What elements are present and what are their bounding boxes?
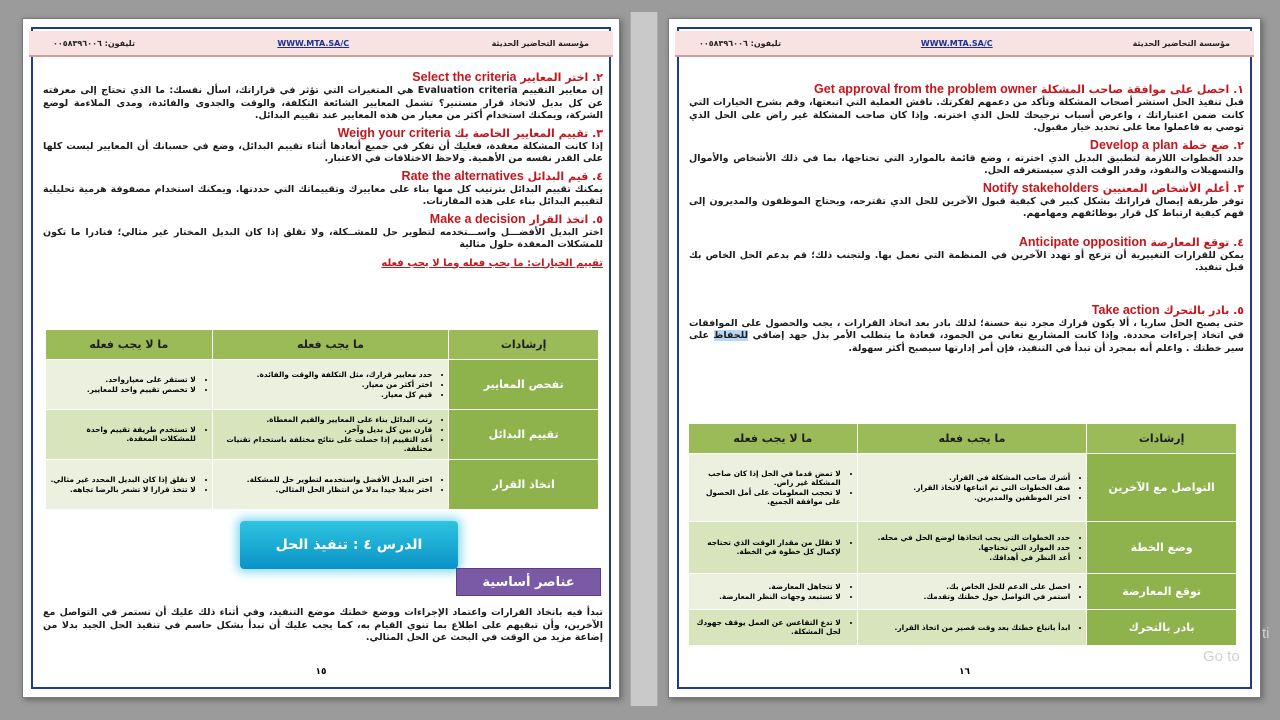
essentials-text: تبدأ فيه باتخاذ القرارات واعتماد الإجراءات ووضع خطتك موضع التنفيذ، وفي أثناء ذلك عليك أن تستمر في التواصل مع الآخرين، وأن تبقيهم على اطلاع بما تنوي القيام به، كما يجب عليك أن تبدأ بشكل حاسم في تنفيذ الحل الجيد بدلا من إضاعة مزيد من الوقت في البحث عن الحل المثالي. (43, 607, 603, 643)
page-15-body (43, 67, 603, 269)
do-cell: • حدد الخطوات التي يجب اتخاذها لوضع الحل في محله. • حدد الموارد التي تحتاجها. • أعد النظر في أهدافك. (857, 522, 1087, 574)
evaluation-dos-donts-link[interactable]: تقييم الخيارات: ما يجب فعله وما لا يجب فعله (381, 257, 603, 269)
row-label: بادر بالتحرك (1087, 610, 1237, 646)
table-header-row (46, 330, 599, 360)
section-heading: ٥. بادر بالتحرك Take action (1091, 302, 1244, 317)
section-heading: ٤. توقع المعارضة Anticipate opposition (1018, 234, 1244, 249)
do-cell: • رتب البدائل بناء على المعايير والقيم المعطاة. • قارن بين كل بديل وآخر. • أعد التقييم إذا حصلت على نتائج مختلفة باستخدام تقنيات مختلفة. (212, 410, 449, 460)
dont-cell: • لا تدع التقاعس عن العمل يوقف جهودك لحل المشكلة. (689, 610, 858, 646)
header-url-link[interactable]: WWW.MTA.SA/C (277, 38, 350, 48)
page-header (675, 31, 1254, 57)
section-heading: ٤. قيم البدائل Rate the alternatives (401, 168, 603, 183)
dont-cell: • لا تستخدم طريقة تقييم واحدة للمشكلات المعقدة. (46, 410, 213, 460)
row-label: التواصل مع الآخرين (1087, 454, 1237, 522)
row-label: توقع المعارضة (1087, 574, 1237, 610)
header-org: مؤسسة التحاضير الحديثة (491, 38, 589, 48)
section-heading: ٢. ضع خطة Develop a plan (1089, 137, 1244, 152)
header-phone: تليفون: ٠٠٥٨٣٩٦٠٠٦ (53, 38, 135, 48)
section-text: اختر البديل الأفضـــل واســـتخدمه لتطوير حل للمشــكلة، ولا تقلق إذا كان البديل المختار غير مثالي؛ فنادرا ما تكون للمشكلات المعقدة حلول مثالية (43, 226, 603, 250)
table-row (46, 460, 599, 510)
evaluation-table (45, 329, 599, 510)
activation-watermark: Go to (1203, 648, 1240, 665)
section-text: يمكن للقرارات التغييرية أن تزعج أو تهدد الآخرين في المنظمة التي تعمل بها. ولتجنب ذلك؛ قم بدعم الحل الخاص بك قبل تنفيذ. (689, 249, 1244, 273)
page-header (29, 31, 613, 57)
dont-cell: • لا تمض قدما في الحل إذا كان صاحب المشكلة غير راض. • لا تحجب المعلومات على أمل الحصول على موافقة الجميع. (689, 454, 858, 522)
do-cell: • اختر البديل الأفضل واستخدمه لتطوير حل للمشكلة. • اختر بديلا جيدا بدلا من انتظار الحل المثالي. (212, 460, 449, 510)
section-text: توفر طريقة إيصال قراراتك بشكل كبير في كيفية قبول الآخرين للحل الذي تقترحه، ويحتاج الموظفون والمديرون إلى فهم كيفية ارتباط كل قرار بوظائفهم ومهامهم. (689, 195, 1244, 219)
table-header: إرشادات (1087, 424, 1237, 454)
dont-cell: • لا تتجاهل المعارضة. • لا تستبعد وجهات النظر المعارضة. (689, 574, 858, 610)
header-org: مؤسسة التحاضير الحديثة (1132, 38, 1230, 48)
header-phone: تليفون: ٠٠٥٨٣٩٦٠٠٦ (699, 38, 781, 48)
table-header: ما لا يجب فعله (46, 330, 213, 360)
lesson-title-banner: الدرس ٤ : تنفيذ الحل (240, 521, 458, 569)
page-16-body (689, 79, 1244, 355)
table-header: ما لا يجب فعله (689, 424, 858, 454)
section-heading: ٣. أعلم الأشخاص المعنيين Notify stakeholders (982, 180, 1244, 195)
do-cell: • احصل على الدعم للحل الخاص بك. • استمر في التواصل حول خطتك وتقدمك. (857, 574, 1087, 610)
do-cell: • حدد معايير قرارك، مثل التكلفة والوقت والفائدة. • اختر أكثر من معيار. • قيم كل معيار. (212, 360, 449, 410)
table-row (689, 574, 1237, 610)
section-text: إن معايير التقييم Evaluation criteria هي المتغيرات التي تؤثر في قراراتك، اسأل نفسك: ما الذي تحتاج إلى معرفته عن كل بديل لاتخاذ قرار مستنير؟ تشمل المعايير الشائعة التكلفة، والوقت والجدوى والفائدة، ومدى الملاءمة لوضع الشركة، ويمكنك استخدام أكثر من معيار من هذه المعايير عند تقييم البدائل. (43, 85, 603, 121)
table-header-row (689, 424, 1237, 454)
dont-cell: • لا تقلل من مقدار الوقت الذي تحتاجه لإكمال كل خطوة في الخطة. (689, 522, 858, 574)
header-url-link[interactable]: WWW.MTA.SA/C (920, 38, 993, 48)
table-header: ما يجب فعله (857, 424, 1087, 454)
table-header: إرشادات (449, 330, 599, 360)
section-heading: ٢. اختر المعايير Select the criteria (412, 70, 603, 84)
row-label: تفحص المعايير (449, 360, 599, 410)
section-text: إذا كانت المشكلة معقدة، فعليك أن تفكر في جميع أبعادها أثناء تقييم البدائل، وضع في حسبانك أن المعايير ليست كلها على القدر نفسه من الأهمية. ولاحظ الاختلافات في الاعتبار. (43, 140, 603, 164)
section-heading: ٥. اتخذ القرار Make a decision (429, 211, 603, 226)
section-text: قبل تنفيذ الحل استشر أصحاب المشكلة وتأكد من دعمهم لفكرتك. ناقش العملية التي اتبعتها، وقم بشرح الخيارات التي كانت ضمن اعتباراتك ، واعرض أسباب ترجيحك للحل الذي اخترته. وإذا كان صاحب المشكلة غير راض على الحل الذي توصي به فاعملوا معا على تحديد خيار مقبول. (689, 97, 1244, 133)
page-number: ١٦ (959, 667, 970, 677)
section-text: حتى يصبح الحل ساريا ، ألا يكون قرارك مجرد نية حسنة؛ لذلك بادر بعد اتخاذ القرارات ، يجب والحصول على الموافقات في اتخاذ إجراءات محددة. وإذا كانت المشاريع تعاني من الجمود، فعادة ما يتطلب الأمر بذل جهد إضافي للحفاظ على سير خطتك . واعلم أنه بمجرد أن تبدأ في التنفيذ، فإن أمر إدارتها سيصبح أكثر سهولة. (689, 317, 1245, 354)
table-row (689, 522, 1237, 574)
page-number: ١٥ (315, 667, 327, 677)
section-text: يمكنك تقييم البدائل بترتيب كل منها بناء على معاييرك وتقييماتك التي حددتها. ويمكنك استخدام مصفوفة هرمية تحليلية لتقييم البدائل بناء على هذه المقارنات. (43, 183, 603, 207)
do-cell: • أشرك صاحب المشكلة في القرار. • صف الخطوات التي تم اتباعها لاتخاذ القرار. • اختر الموظفين والمديرين. (857, 454, 1087, 522)
page-15 (22, 18, 620, 698)
dont-cell: • لا تقلق إذا كان البديل المحدد غير مثالي. • لا تتخذ قرارا لا تشعر بالرضا تجاهه. (46, 460, 213, 510)
row-label: اتخاذ القرار (449, 460, 599, 510)
book-gutter (630, 12, 658, 706)
activation-watermark: ti (1262, 625, 1270, 642)
section-text: حدد الخطوات اللازمة لتطبيق البديل الذي اخترته ، وضع قائمة بالموارد التي تحتاجها، بما في ذلك الأشخاص والأموال والتسهيلات والنفوذ، وقدر الوقت الذي سيستغرقه الحل. (689, 152, 1244, 176)
section-heading: ١. احصل على موافقة صاحب المشكلة Get approval from the problem owner (814, 82, 1244, 96)
row-label: تقييم البدائل (449, 410, 599, 460)
dont-cell: • لا تستقر على معيارواحد. • لا تخصص تقييم واحد للمعايير. (46, 360, 213, 410)
section-heading: ٣. تقييم المعايير الخاصة بك Weigh your criteria (337, 125, 603, 140)
highlighted-word: للحفاظ (713, 330, 749, 341)
table-row (689, 610, 1237, 646)
table-row (46, 410, 599, 460)
implementation-table (688, 423, 1237, 646)
table-row (46, 360, 599, 410)
do-cell: • ابدأ باتباع خطتك بعد وقت قصير من اتخاذ القرار. (857, 610, 1087, 646)
table-row (689, 454, 1237, 522)
row-label: وضع الخطة (1087, 522, 1237, 574)
table-header: ما يجب فعله (212, 330, 449, 360)
essentials-label: عناصر أساسية (456, 568, 601, 596)
page-16 (668, 18, 1261, 698)
